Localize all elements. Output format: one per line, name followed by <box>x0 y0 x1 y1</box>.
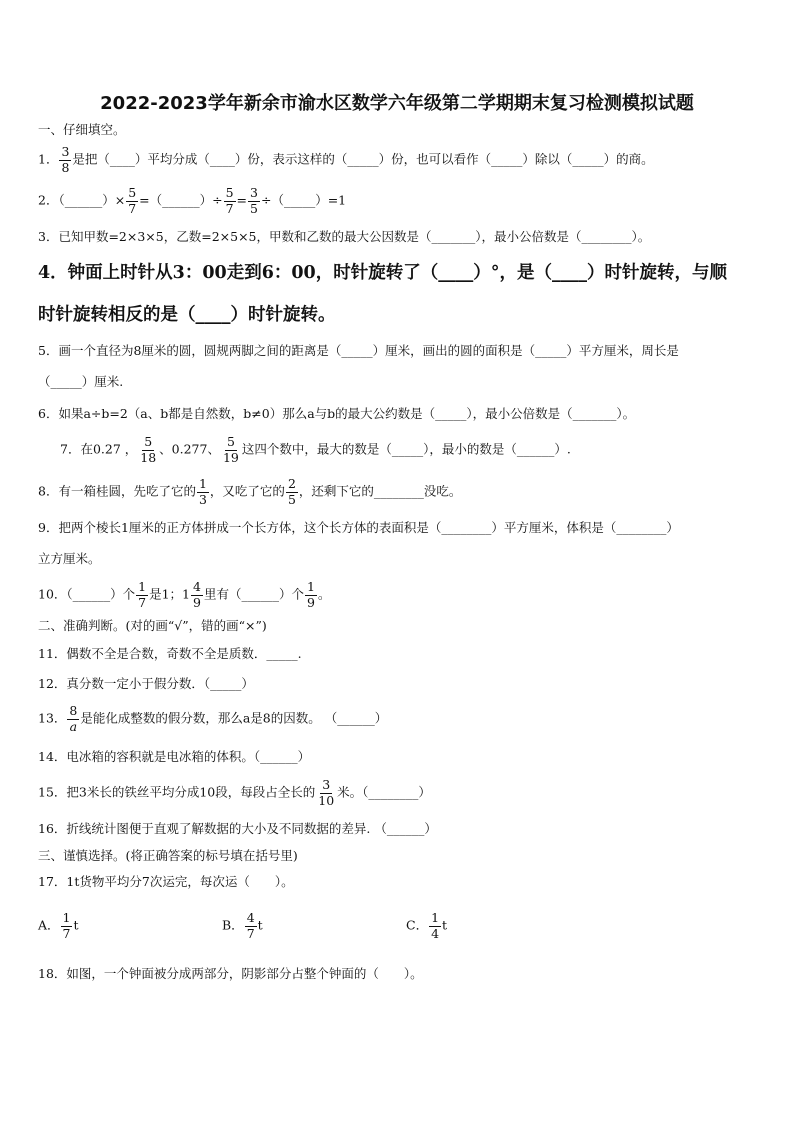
fraction: $\frac{1}{9}$ <box>306 579 315 610</box>
question-7 <box>60 436 571 464</box>
question-text: 是1；1 <box>149 586 191 602</box>
fraction: $\frac{1}{7}$ <box>62 910 71 941</box>
section-heading-choice: 三、谨慎选择。(将正确答案的标号填在括号里) <box>38 848 298 863</box>
question-4-line-2: 时针旋转相反的是（____）时针旋转。 <box>38 305 336 325</box>
section-heading-fill: 一、仔细填空。 <box>38 122 126 137</box>
question-11: 11．偶数不全是合数，奇数不全是质数．_____. <box>38 646 302 661</box>
question-number: 2． <box>38 192 59 208</box>
question-text: 、0.277、 <box>159 441 220 457</box>
question-1 <box>38 146 654 174</box>
question-16: 16．折线统计图便于直观了解数据的大小及不同数据的差异. （______） <box>38 821 437 836</box>
question-5-line-2: （_____）厘米. <box>38 374 124 389</box>
fraction: $\frac{4}{7}$ <box>246 910 255 941</box>
question-text: （______）× <box>58 192 126 208</box>
fraction: $\frac{3}{10}$ <box>318 777 335 808</box>
option-b: B． $\frac{4}{7}$ t <box>222 910 263 941</box>
question-text: 米。（________） <box>337 784 431 800</box>
fraction: $\frac{1}{3}$ <box>198 476 207 507</box>
section-heading-judge: 二、准确判断。(对的画“√”，错的画“×”) <box>38 618 267 633</box>
question-6: 6．如果a÷b=2（a、b都是自然数，b≠0）那么a与b的最大公约数是（_____），最小公倍数是（_______）。 <box>38 406 636 421</box>
fraction: $\frac{3}{5}$ <box>250 185 258 216</box>
question-text: ，还剩下它的________没吃。 <box>298 483 462 499</box>
fraction: $\frac{5}{7}$ <box>225 185 234 216</box>
fraction: $\frac{1}{7}$ <box>138 579 147 610</box>
question-text: ，又吃了它的 <box>209 483 285 499</box>
question-text: 是把（____）平均分成（____）份，表示这样的（_____）份，也可以看作（_____）除以（_____）的商。 <box>72 151 654 167</box>
question-14: 14．电冰箱的容积就是电冰箱的体积。（______） <box>38 749 311 764</box>
fraction: $\frac{2}{5}$ <box>287 476 296 507</box>
question-9-line-1: 9．把两个棱长1厘米的正方体拼成一个长方体，这个长方体的表面积是（________）平方厘米，体积是（________） <box>38 520 679 535</box>
question-4-line-1: 4．钟面上时针从3：00走到6：00，时针旋转了（____）°，是（____）时针旋转，与顺 <box>38 263 727 283</box>
question-17: 17．1t货物平均分7次运完，每次运（ ）。 <box>38 874 294 889</box>
question-text: 15．把3米长的铁丝平均分成10段，每段占全长的 <box>38 784 316 800</box>
question-text: 里有（______）个 <box>203 586 304 602</box>
page-title: 2022-2023学年新余市渝水区数学六年级第二学期期末复习检测模拟试题 <box>100 93 694 114</box>
question-text: 是能化成整数的假分数，那么a是8的因数。 （______） <box>80 710 388 726</box>
question-3: 3．已知甲数=2×3×5，乙数=2×5×5，甲数和乙数的最大公因数是（_______），最小公倍数是（________）。 <box>38 229 651 244</box>
question-number: 1． <box>38 151 59 167</box>
question-text: = <box>236 192 248 208</box>
question-5-line-1: 5．画一个直径为8厘米的圆，圆规两脚之间的距离是（_____）厘米，画出的圆的面积是（_____）平方厘米，周长是 <box>38 343 679 358</box>
question-13 <box>38 705 387 733</box>
question-text: 这四个数中，最大的数是（_____），最小的数是（______）. <box>241 441 571 457</box>
question-10 <box>38 581 330 609</box>
question-text: 10．（______）个 <box>38 586 136 602</box>
option-a: A． $\frac{1}{7}$ t <box>38 910 79 941</box>
question-text: 。 <box>317 586 331 602</box>
fraction: $\frac{5}{19}$ <box>222 434 239 465</box>
question-12: 12．真分数一定小于假分数．（_____） <box>38 676 254 691</box>
fraction: $\frac{5}{7}$ <box>128 185 137 216</box>
question-8 <box>38 478 461 506</box>
fraction: $\frac{4}{9}$ <box>193 579 201 610</box>
question-18: 18．如图，一个钟面被分成两部分，阴影部分占整个钟面的（ ）。 <box>38 966 423 981</box>
fraction: $\frac{1}{4}$ <box>431 910 440 941</box>
question-15 <box>38 779 431 807</box>
question-text: ÷（_____）=1 <box>260 192 347 208</box>
fraction: $\frac{5}{18}$ <box>140 434 157 465</box>
question-text: 8．有一箱桂圆，先吃了它的 <box>38 483 196 499</box>
option-c: C． $\frac{1}{4}$ t <box>406 910 448 941</box>
fraction: $\frac{3}{8}$ <box>61 144 70 175</box>
fraction: $\frac{8}{a}$ <box>69 703 78 734</box>
question-2 <box>38 187 346 215</box>
question-text: 7．在0.27 ， <box>60 441 138 457</box>
question-9-line-2: 立方厘米。 <box>38 551 101 566</box>
question-text: =（______）÷ <box>139 192 223 208</box>
question-number: 13． <box>38 710 67 726</box>
